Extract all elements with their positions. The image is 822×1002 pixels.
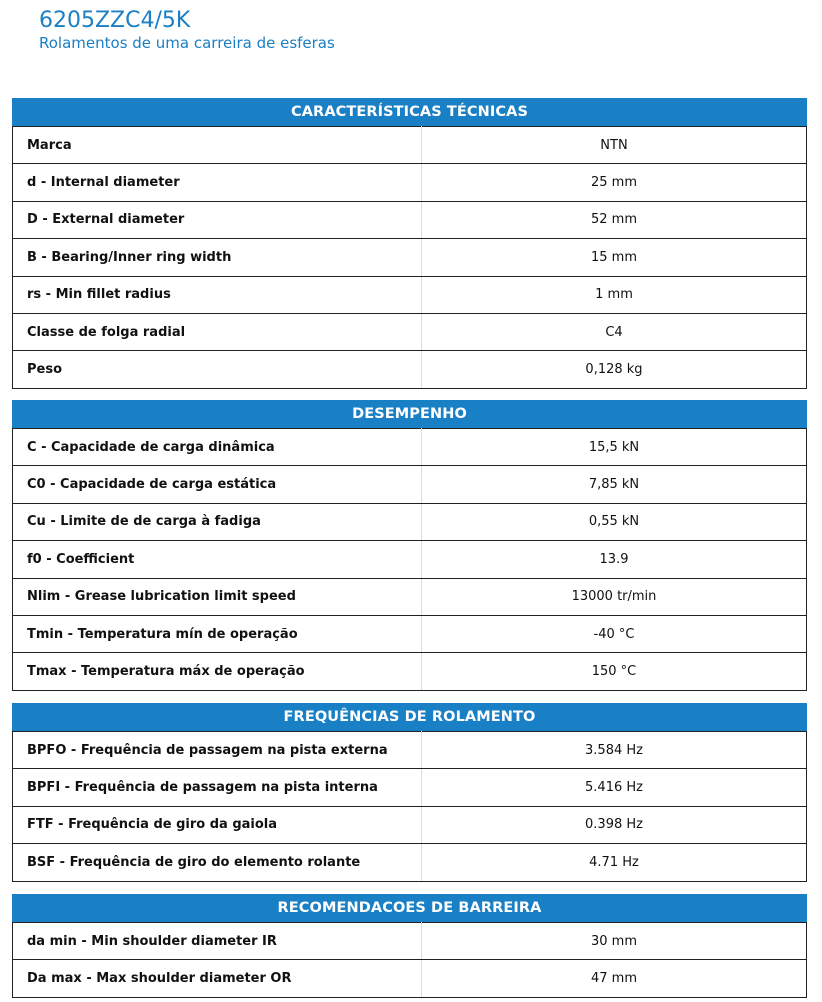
spec-table [12, 428, 807, 691]
row-value: 0,128 kg [422, 351, 807, 388]
section-technical [12, 98, 807, 389]
section-performance [12, 400, 807, 691]
row-label: D - External diameter [13, 201, 422, 238]
table-row [13, 503, 807, 540]
table-row [13, 541, 807, 578]
table-row [13, 844, 807, 881]
row-label: d - Internal diameter [13, 164, 422, 201]
row-value: 150 °C [422, 653, 807, 690]
row-value: -40 °C [422, 615, 807, 652]
table-row [13, 923, 807, 960]
table-row [13, 351, 807, 388]
table-row [13, 466, 807, 503]
spec-table [12, 126, 807, 389]
row-label: B - Bearing/Inner ring width [13, 239, 422, 276]
table-row [13, 201, 807, 238]
row-value: C4 [422, 313, 807, 350]
row-label: Tmin - Temperatura mín de operação [13, 615, 422, 652]
row-value: NTN [422, 127, 807, 164]
section-header: DESEMPENHO [12, 400, 807, 428]
page-header [39, 8, 335, 52]
row-label: Peso [13, 351, 422, 388]
page-title: 6205ZZC4/5K [39, 8, 191, 33]
section-barrier [12, 894, 807, 998]
row-label: da min - Min shoulder diameter IR [13, 923, 422, 960]
row-value: 7,85 kN [422, 466, 807, 503]
row-value: 0.398 Hz [422, 806, 807, 843]
table-row [13, 239, 807, 276]
spec-table [12, 922, 807, 998]
row-label: Tmax - Temperatura máx de operação [13, 653, 422, 690]
table-row [13, 615, 807, 652]
table-row [13, 313, 807, 350]
table-row [13, 806, 807, 843]
row-value: 52 mm [422, 201, 807, 238]
row-label: Classe de folga radial [13, 313, 422, 350]
page-subtitle: Rolamentos de uma carreira de esferas [39, 34, 335, 52]
row-value: 47 mm [422, 960, 807, 997]
table-row [13, 769, 807, 806]
table-row [13, 127, 807, 164]
row-value: 13.9 [422, 541, 807, 578]
row-label: f0 - Coefficient [13, 541, 422, 578]
table-row [13, 653, 807, 690]
row-label: C0 - Capacidade de carga estática [13, 466, 422, 503]
row-label: rs - Min fillet radius [13, 276, 422, 313]
row-value: 15 mm [422, 239, 807, 276]
row-label: Da max - Max shoulder diameter OR [13, 960, 422, 997]
section-header: RECOMENDACOES DE BARREIRA [12, 894, 807, 922]
row-label: C - Capacidade de carga dinâmica [13, 429, 422, 466]
row-label: BPFI - Frequência de passagem na pista interna [13, 769, 422, 806]
table-row [13, 578, 807, 615]
table-row [13, 276, 807, 313]
spec-table [12, 731, 807, 882]
row-value: 30 mm [422, 923, 807, 960]
row-label: Marca [13, 127, 422, 164]
row-label: BSF - Frequência de giro do elemento rolante [13, 844, 422, 881]
table-row [13, 960, 807, 997]
table-row [13, 429, 807, 466]
row-value: 15,5 kN [422, 429, 807, 466]
row-value: 13000 tr/min [422, 578, 807, 615]
row-value: 0,55 kN [422, 503, 807, 540]
row-value: 1 mm [422, 276, 807, 313]
row-value: 4.71 Hz [422, 844, 807, 881]
table-row [13, 732, 807, 769]
row-label: Cu - Limite de de carga à fadiga [13, 503, 422, 540]
row-value: 3.584 Hz [422, 732, 807, 769]
section-frequencies [12, 703, 807, 882]
section-header: CARACTERÍSTICAS TÉCNICAS [12, 98, 807, 126]
table-row [13, 164, 807, 201]
row-label: FTF - Frequência de giro da gaiola [13, 806, 422, 843]
row-label: BPFO - Frequência de passagem na pista externa [13, 732, 422, 769]
row-value: 25 mm [422, 164, 807, 201]
section-header: FREQUÊNCIAS DE ROLAMENTO [12, 703, 807, 731]
row-value: 5.416 Hz [422, 769, 807, 806]
row-label: Nlim - Grease lubrication limit speed [13, 578, 422, 615]
